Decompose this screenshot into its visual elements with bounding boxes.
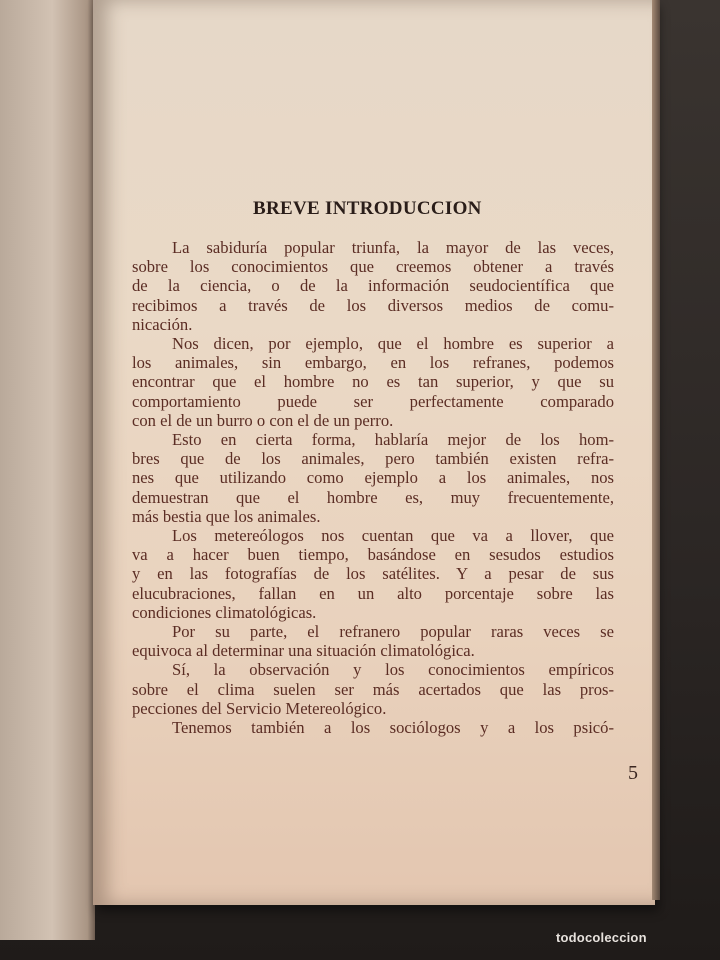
text-line: comportamiento puede ser perfectamente comparado [132, 391, 614, 411]
paragraph-6 [132, 660, 614, 718]
text-line: con el de un burro o con el de un perro. [132, 410, 394, 430]
text-line: condiciones climatológicas. [132, 602, 317, 622]
text-line: y en las fotografías de los satélites. Y a pesar de sus [132, 564, 614, 584]
text-line: Por su parte, el refranero popular raras veces se [172, 622, 614, 642]
paragraph-7 [132, 718, 614, 737]
body-text [132, 238, 614, 737]
text-line: más bestia que los animales. [132, 506, 321, 526]
text-line: Los metereólogos nos cuentan que va a llover, que [172, 526, 614, 546]
paragraph-4 [132, 526, 614, 622]
paragraph-5 [132, 622, 614, 660]
text-line: Esto en cierta forma, hablaría mejor de los hom- [172, 430, 614, 450]
text-line: demuestran que el hombre es, muy frecuentemente, [132, 487, 614, 507]
text-line: nes que utilizando como ejemplo a los animales, nos [132, 468, 614, 488]
paragraph-1 [132, 238, 614, 334]
text-line: recibimos a través de los diversos medios de comu- [132, 295, 614, 315]
text-line: La sabiduría popular triunfa, la mayor de las veces, [172, 238, 614, 257]
text-line: bres que de los animales, pero también existen refra- [132, 449, 614, 469]
text-line: pecciones del Servicio Metereológico. [132, 698, 387, 718]
text-line: va a hacer buen tiempo, basándose en sesudos estudios [132, 545, 614, 565]
text-line: nicación. [132, 314, 193, 334]
page-heading: BREVE INTRODUCCION [253, 198, 482, 219]
watermark-logo: todocoleccion [556, 930, 647, 945]
text-line: sobre los conocimientos que creemos obtener a través [132, 257, 614, 277]
paragraph-2 [132, 334, 614, 430]
text-line: sobre el clima suelen ser más acertados que las pros- [132, 679, 614, 699]
text-line: encontrar que el hombre no es tan superior, y que su [132, 372, 614, 392]
text-line: de la ciencia, o de la información seudocientífica que [132, 276, 614, 296]
text-line: equivoca al determinar una situación climatológica. [132, 641, 475, 661]
page-right-edge [652, 0, 660, 900]
text-line: Nos dicen, por ejemplo, que el hombre es superior a [172, 334, 614, 354]
left-page-edge [0, 0, 95, 940]
text-line: Tenemos también a los sociólogos y a los psicó- [172, 718, 614, 738]
text-line: los animales, sin embargo, en los refranes, podemos [132, 353, 614, 373]
text-line: elucubraciones, fallan en un alto porcentaje sobre las [132, 583, 614, 603]
page-number: 5 [628, 762, 638, 784]
paragraph-3 [132, 430, 614, 526]
text-line: Sí, la observación y los conocimientos empíricos [172, 660, 614, 680]
